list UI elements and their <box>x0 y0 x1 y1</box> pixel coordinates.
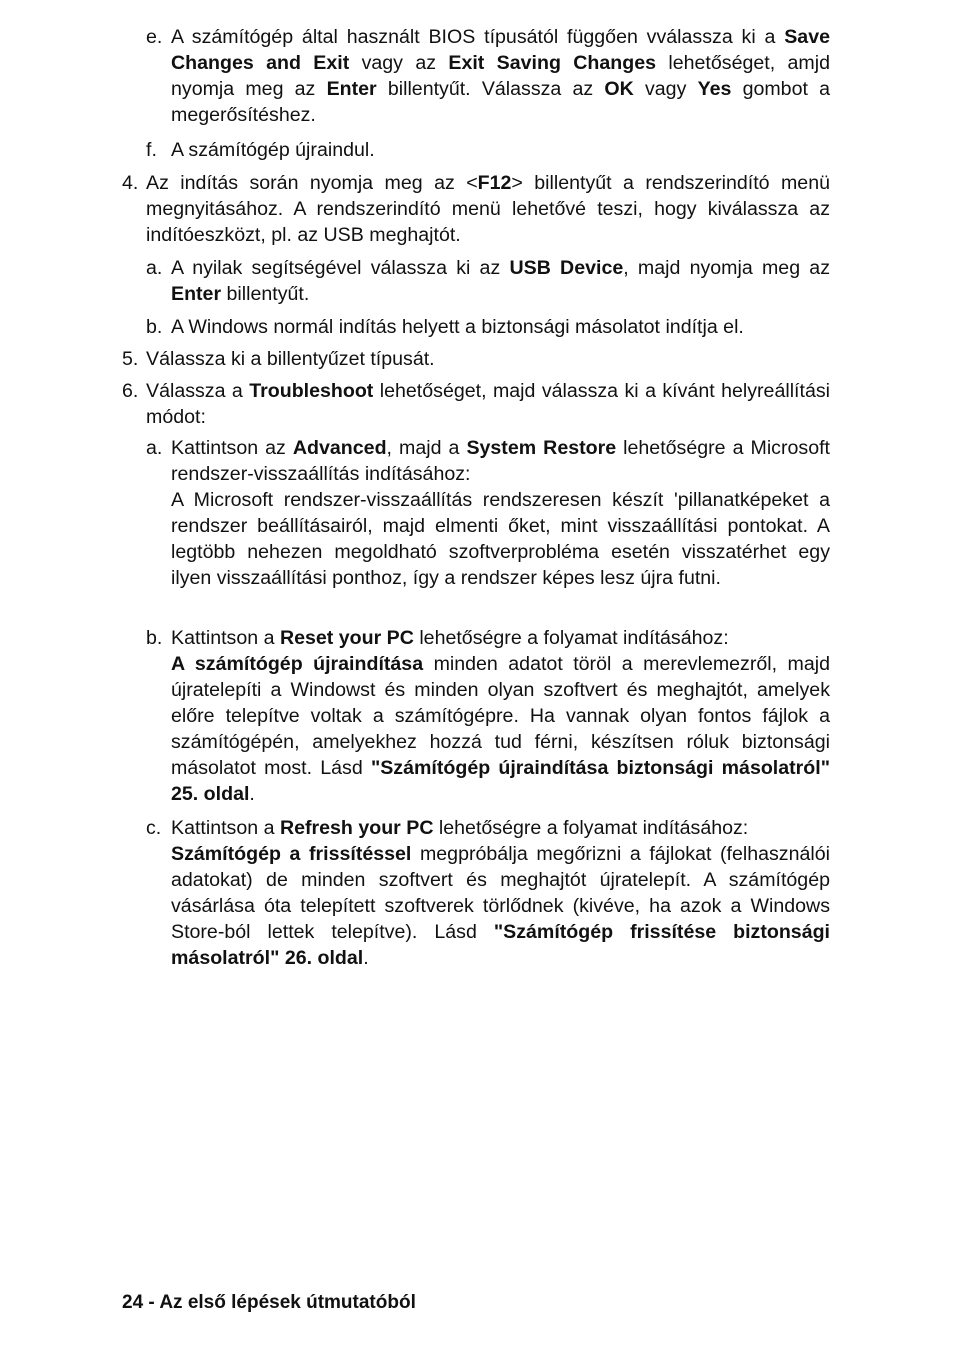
item-marker: a. <box>146 257 163 279</box>
item-marker: 6. <box>122 380 139 402</box>
bold-text: Refresh your PC <box>279 817 434 839</box>
paragraph <box>171 651 830 807</box>
bold-text: Advanced <box>292 437 387 459</box>
bold-text: "Számítógép frissítése biztonsági másolatról" 26. oldal <box>171 921 831 969</box>
bold-text: Exit Saving Changes <box>448 52 657 74</box>
bold-text: "Számítógép újraindítása biztonsági másolatról" 25. oldal <box>171 757 831 805</box>
text-run: Kattintson az <box>171 437 293 459</box>
text-run: , majd nyomja meg az <box>623 257 830 279</box>
text-run: A nyilak segítségével válassza ki az <box>171 257 510 279</box>
bold-text: Enter <box>326 78 377 100</box>
text-run: A Windows normál indítás helyett a biztonsági másolatot indítja el. <box>171 316 744 338</box>
text-run: . <box>249 783 255 805</box>
text-run: lehetőségre a folyamat indításához: <box>413 627 729 649</box>
text-run: minden adatot töröl a merevlemezről, majd újratelepíti a Windowst és minden olyan szoftvert és meghajtót, amelyek előre telepítve voltak a számítógépre. Ha vannak olyan fontos fájlok a számítógépén, amelyekhez hozzá tud férni, készítsen róluk biztonsági másolatot most. Lásd <box>171 653 830 779</box>
item-marker: c. <box>146 817 162 839</box>
paragraph <box>171 255 830 307</box>
paragraph <box>146 378 830 430</box>
step-6b <box>146 625 830 807</box>
paragraph <box>146 346 830 372</box>
paragraph <box>146 170 830 248</box>
item-f <box>146 137 830 163</box>
item-text <box>171 255 830 307</box>
item-text <box>146 346 830 372</box>
paragraph <box>171 314 830 340</box>
bold-text: OK <box>604 78 634 100</box>
bold-text: System Restore <box>466 437 617 459</box>
item-marker: 5. <box>122 348 139 370</box>
step-6c <box>146 815 830 971</box>
bold-text: USB Device <box>509 257 624 279</box>
bold-text: Save Changes and Exit <box>171 26 830 74</box>
item-marker: b. <box>146 627 163 649</box>
text-run: Kattintson a <box>171 627 280 649</box>
item-text <box>171 137 830 163</box>
paragraph <box>171 487 830 591</box>
step-5 <box>122 346 830 372</box>
paragraph <box>171 24 830 128</box>
item-marker: e. <box>146 26 163 48</box>
item-marker: b. <box>146 316 163 338</box>
item-text <box>146 170 830 248</box>
item-text <box>146 378 830 430</box>
bold-text: Yes <box>697 78 732 100</box>
step-4a <box>146 255 830 307</box>
text-run: Kattintson a <box>171 817 280 839</box>
paragraph <box>171 137 830 163</box>
text-run: Az indítás során nyomja meg az < <box>146 172 478 194</box>
bold-text: F12 <box>477 172 512 194</box>
text-run: A számítógép által használt BIOS típusától függően vválassza ki a <box>171 26 785 48</box>
text-run: lehetőséget, majd válassza ki a kívánt helyreállítási módot: <box>146 380 830 428</box>
text-run: A számítógép újraindul. <box>171 139 375 161</box>
bold-text: Troubleshoot <box>249 380 374 402</box>
bold-text: Reset your PC <box>279 627 414 649</box>
text-run: lehetőségre a folyamat indításához: <box>433 817 749 839</box>
step-4b <box>146 314 830 340</box>
text-run: lehetőségre a Microsoft rendszer-visszaállítás indításához: <box>171 437 830 485</box>
text-run: billentyűt. <box>221 283 310 305</box>
item-text <box>171 24 830 128</box>
item-text <box>171 625 830 807</box>
step-6 <box>122 378 830 430</box>
paragraph <box>171 625 830 651</box>
text-run: lehetőséget, amjd nyomja meg az <box>171 52 830 100</box>
text-run: gombot a megerősítéshez. <box>171 78 831 126</box>
bold-text: Számítógép a frissítéssel <box>171 843 412 865</box>
text-run: vagy <box>633 78 698 100</box>
step-6a <box>146 435 830 591</box>
paragraph <box>171 841 830 971</box>
item-marker: a. <box>146 437 163 459</box>
page-footer: 24 - Az első lépések útmutatóból <box>122 1292 416 1313</box>
text-run: . <box>363 947 369 969</box>
text-run: Válassza ki a billentyűzet típusát. <box>146 348 435 370</box>
text-run: Válassza a <box>146 380 250 402</box>
bold-text: A számítógép újraindítása <box>171 653 424 675</box>
text-run: > billentyűt a rendszerindító menü megnyitásához. A rendszerindító menü lehetővé teszi, hogy kiválassza az indítóeszközt, pl. az USB meghajtót. <box>146 172 830 246</box>
text-run: , majd a <box>386 437 467 459</box>
item-text <box>171 815 830 971</box>
text-run: billentyűt. Válassza az <box>376 78 605 100</box>
text-run: A Microsoft rendszer-visszaállítás rendszeresen készít 'pillanatképeket a rendszer beállításairól, majd elmenti őket, mint visszaállítási pontokat. A legtöbb nehezen megoldható szoftverprobléma esetén visszatérhet egy ilyen visszaállítási ponthoz, így a rendszer képes lesz újra futni. <box>171 489 830 589</box>
item-marker: 4. <box>122 172 139 194</box>
item-e <box>146 24 830 128</box>
text-run: vagy az <box>349 52 449 74</box>
bold-text: Enter <box>171 283 222 305</box>
paragraph <box>171 435 830 487</box>
text-run: megpróbálja megőrizni a fájlokat (felhasználói adatokat) de minden szoftvert és meghajtót újratelepít. A számítógép vásárlása óta telepített szoftverek törlődnek (kivéve, ha azok a Windows Store-ból lettek telepítve). Lásd <box>171 843 830 943</box>
paragraph <box>171 815 830 841</box>
step-4 <box>122 170 830 248</box>
item-text <box>171 314 830 340</box>
item-text <box>171 435 830 591</box>
item-marker: f. <box>146 139 157 161</box>
